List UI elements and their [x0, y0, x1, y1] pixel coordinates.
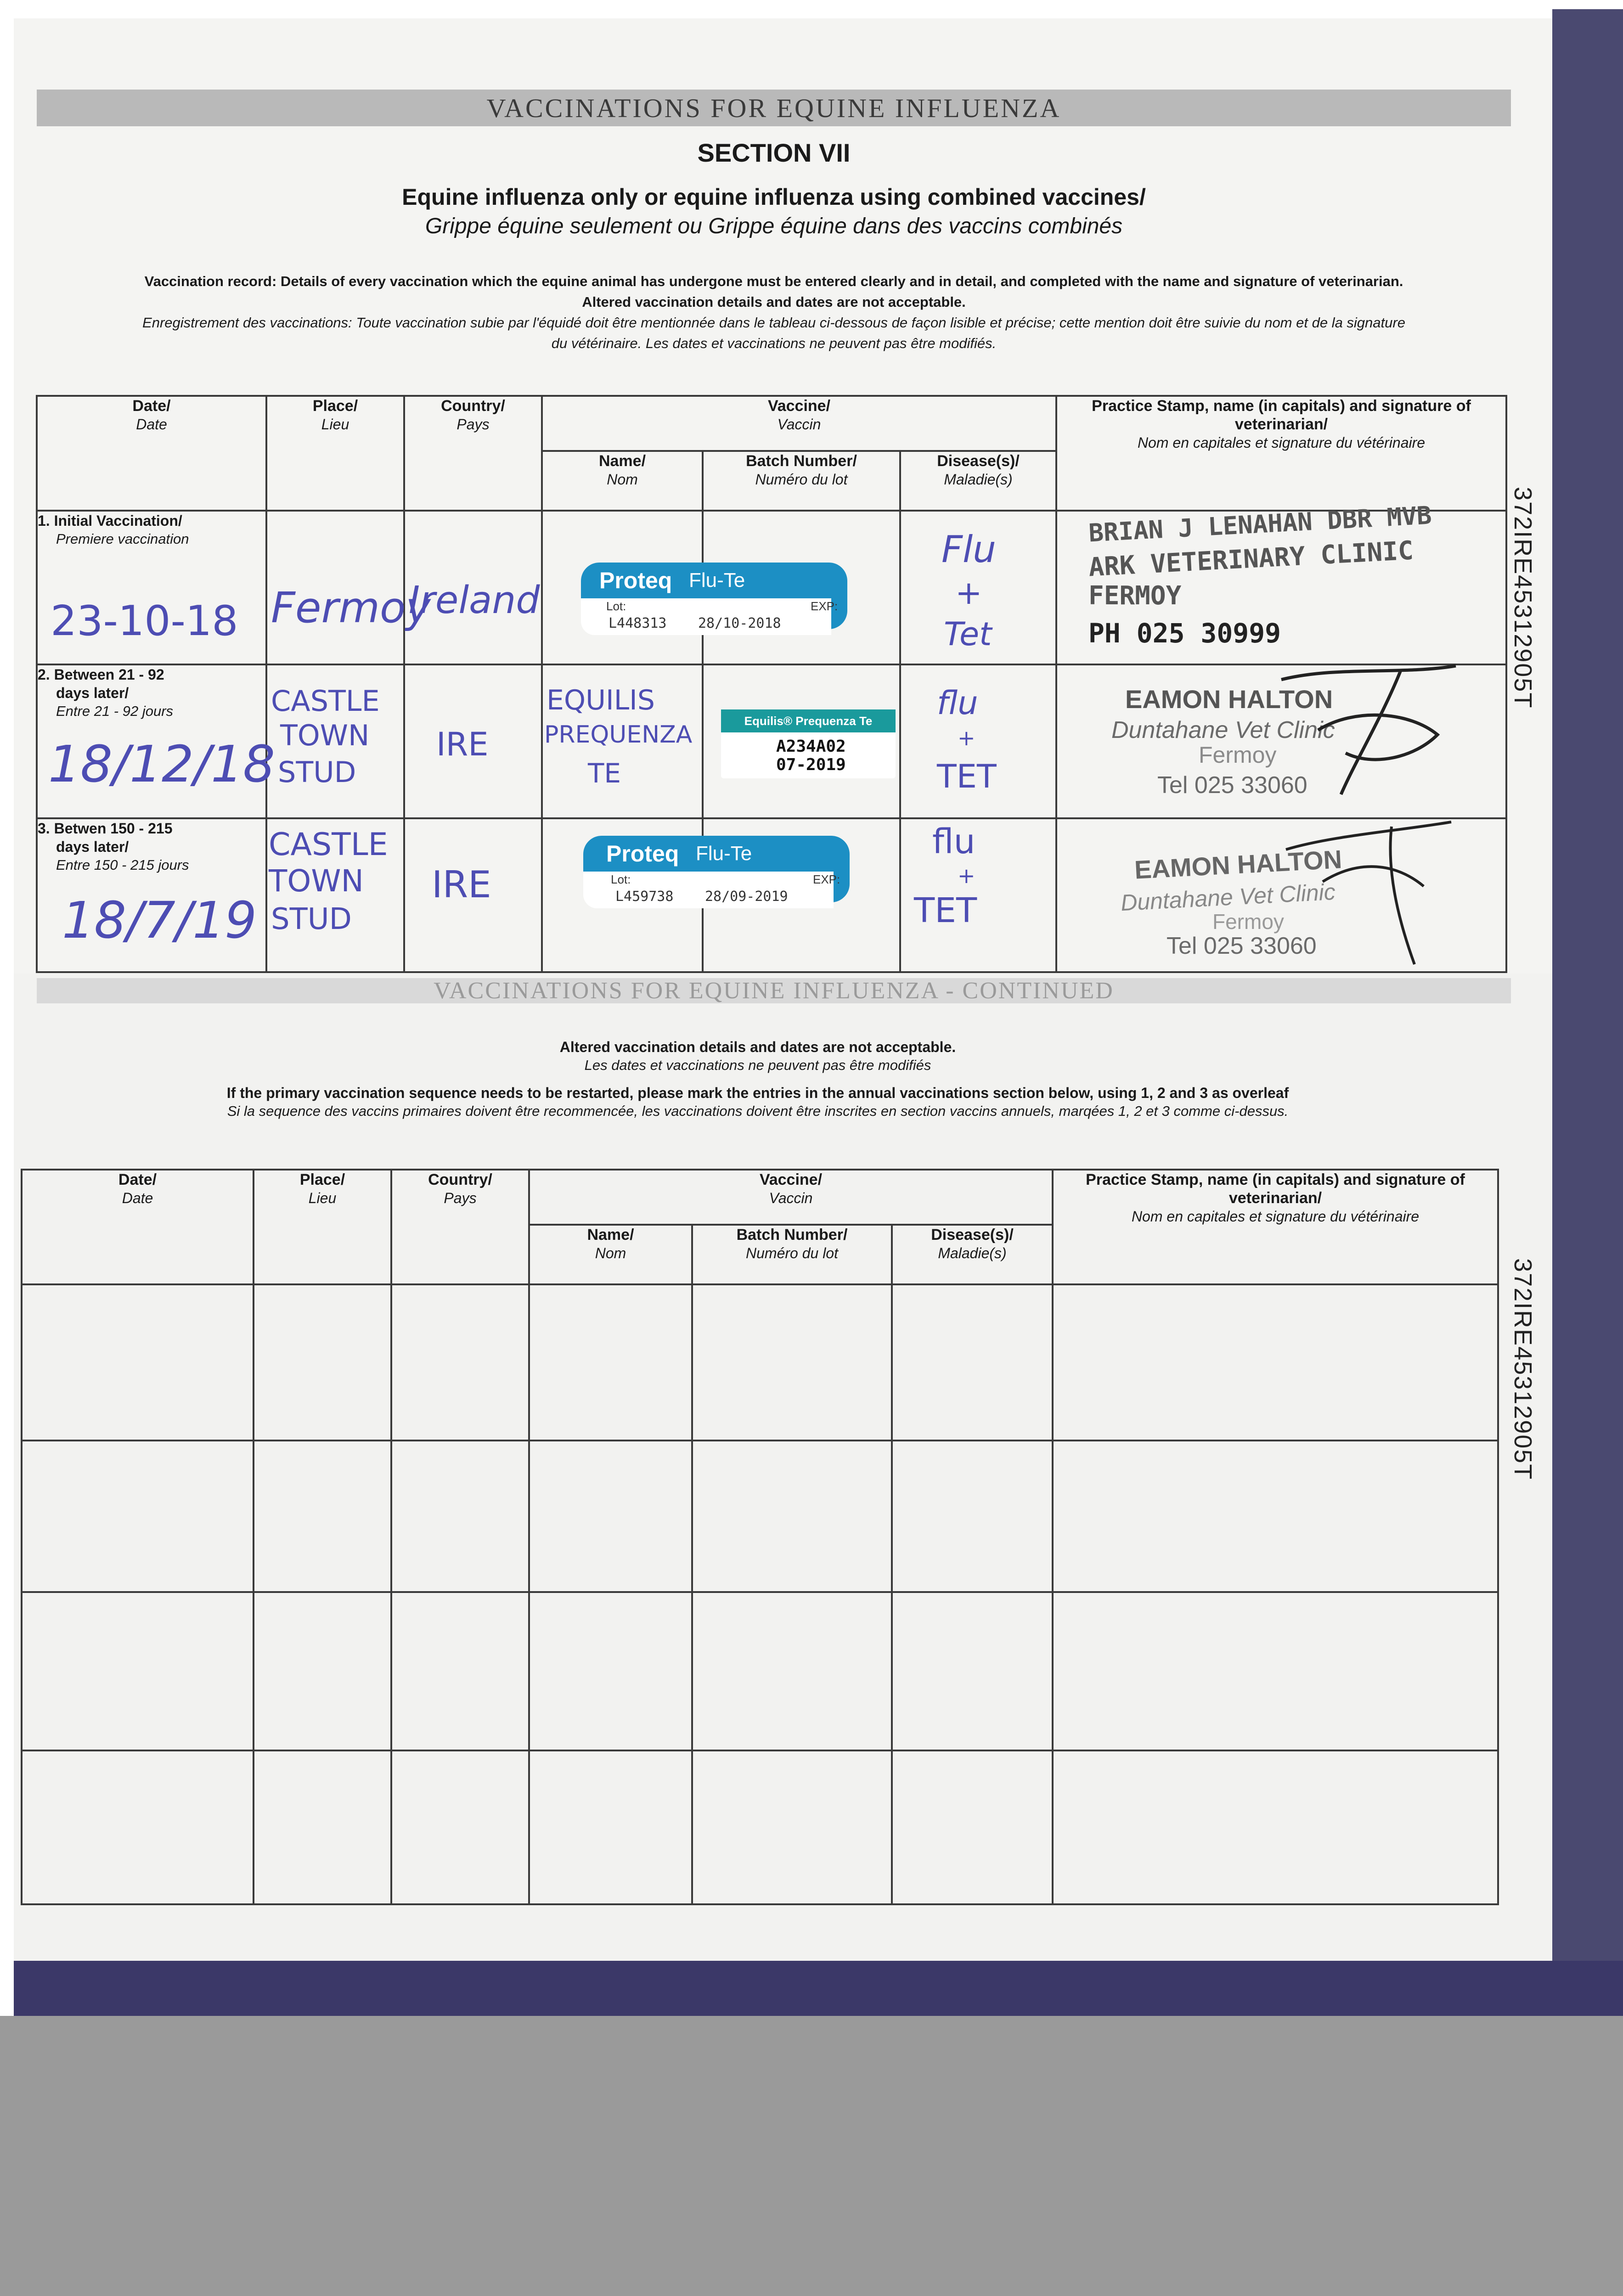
vet-stamp-2-line3: Fermoy: [1199, 742, 1277, 768]
row2-date: 18/12/18: [48, 735, 276, 793]
row2-place-2: TOWN: [280, 719, 370, 752]
header-disease: Disease(s)/ Maladie(s): [900, 451, 1056, 511]
header-vaccine: Vaccine/ Vaccin: [529, 1170, 1053, 1225]
table-row: [22, 1750, 1498, 1904]
vet-stamp-2-line1: EAMON HALTON: [1125, 685, 1333, 714]
header-place: Place/ Lieu: [254, 1170, 391, 1284]
row1-place: Fermoy: [271, 583, 431, 632]
vet-stamp-1-line1: BRIAN J LENAHAN DBR MVB: [1088, 501, 1432, 548]
row3-place-1: CASTLE: [269, 827, 388, 863]
section-banner: VACCINATIONS FOR EQUINE INFLUENZA: [37, 90, 1511, 126]
row3-disease-1: flu: [932, 822, 975, 861]
row1-country: Ireland: [409, 579, 540, 622]
record-text-fr-2: du vétérinaire. Les dates et vaccinations ne peuvent pas être modifiés.: [551, 335, 997, 351]
section-title: SECTION VII: [697, 138, 851, 167]
header-disease: Disease(s)/ Maladie(s): [892, 1225, 1053, 1284]
vet-stamp-3-line3: Fermoy: [1212, 910, 1284, 934]
row2-place-1: CASTLE: [271, 684, 380, 718]
vet-signature-3: [1277, 808, 1460, 974]
row2-country: IRE: [436, 726, 489, 763]
header-vaccine: Vaccine/ Vaccin: [542, 396, 1056, 451]
row-label: 3. Betwen 150 - 215 days later/ Entre 150 - 215 jours: [37, 818, 266, 972]
row3-date: 18/7/19: [62, 891, 257, 950]
record-text-en-2: Altered vaccination details and dates are not acceptable.: [582, 294, 966, 310]
proteq-label-3: Proteq Flu-Te Lot: EXP: L459738 28/09-2019: [583, 836, 850, 902]
passport-id-bottom: 372IRE45312905T: [1509, 1258, 1537, 1480]
row3-disease-2: +: [958, 863, 975, 888]
row2-disease-3: TET: [937, 758, 997, 795]
row2-disease-2: +: [958, 726, 975, 750]
row3-place-3: STUD: [271, 902, 352, 936]
row1-disease-1: Flu: [941, 528, 996, 571]
header-name: Name/ Nom: [529, 1225, 692, 1284]
header-country: Country/ Pays: [391, 1170, 529, 1284]
vet-stamp-3-line2: Duntahane Vet Clinic: [1120, 878, 1336, 916]
row2-place-3: STUD: [278, 755, 356, 789]
header-date: Date/ Date: [37, 396, 266, 511]
header-batch: Batch Number/ Numéro du lot: [692, 1225, 892, 1284]
subtitle-en: Equine influenza only or equine influenza using combined vaccines/: [402, 184, 1146, 210]
vet-stamp-1-line4: PH 025 30999: [1088, 618, 1281, 649]
continued-note-en: Altered vaccination details and dates are not acceptable.: [559, 1039, 956, 1055]
row1-date: 23-10-18: [51, 597, 238, 645]
vet-stamp-2-line4: Tel 025 33060: [1157, 772, 1307, 799]
continued-banner: VACCINATIONS FOR EQUINE INFLUENZA - CONTINUED: [37, 978, 1511, 1003]
continued-note-fr: Les dates et vaccinations ne peuvent pas être modifiés: [584, 1057, 931, 1073]
row2-name-1: EQUILIS: [547, 684, 655, 716]
row3-country: IRE: [432, 863, 491, 906]
passport-cover-edge: [1552, 9, 1623, 2020]
row2-name-3: TE: [588, 758, 621, 789]
table-row: [22, 1284, 1498, 1441]
row2-name-2: PREQUENZA: [544, 721, 693, 748]
subtitle-fr: Grippe équine seulement ou Grippe équine dans des vaccins combinés: [425, 214, 1123, 238]
restart-note-fr: Si la sequence des vaccins primaires doivent être recommencée, les vaccinations doivent être inscrites en section vaccins annuels, marqées 1, 2 et 3 comme ci-dessus.: [227, 1103, 1289, 1119]
vet-stamp-1-line3: FERMOY: [1088, 581, 1182, 611]
header-practice: Practice Stamp, name (in capitals) and signature of veterinarian/ Nom en capitales et signature du vétérinaire: [1053, 1170, 1498, 1284]
row1-disease-3: Tet: [944, 615, 992, 653]
vet-stamp-3-line4: Tel 025 33060: [1167, 933, 1317, 959]
row3-place-2: TOWN: [269, 863, 364, 899]
table-row: [22, 1592, 1498, 1750]
row-label: 1. Initial Vaccination/ Premiere vaccination: [37, 511, 266, 664]
passport-cover-bottom: [14, 1961, 1623, 2016]
row1-disease-2: +: [955, 574, 982, 612]
table-row: [22, 1441, 1498, 1592]
equilis-label: Equilis® Prequenza Te A234A02 07-2019: [721, 709, 896, 778]
scan-background: [0, 2016, 1623, 2296]
header-batch: Batch Number/ Numéro du lot: [703, 451, 900, 511]
header-country: Country/ Pays: [404, 396, 542, 511]
vet-stamp-1-line2: ARK VETERINARY CLINIC: [1088, 535, 1414, 583]
row3-disease-3: TET: [914, 891, 977, 930]
vet-stamp-2-line2: Duntahane Vet Clinic: [1111, 717, 1335, 743]
annual-vaccination-table: [21, 1169, 1499, 1905]
passport-id-top: 372IRE45312905T: [1509, 487, 1537, 709]
row2-disease-1: flu: [937, 684, 978, 722]
header-name: Name/ Nom: [542, 451, 703, 511]
proteq-label-1: Proteq Flu-Te Lot: EXP: L448313 28/10-2018: [581, 563, 847, 629]
record-text-fr: Enregistrement des vaccinations: Toute vaccination subie par l'équidé doit être mentionnée dans le tableau ci-dessous de façon lisible et précise; cette mention doit être suivie du nom et de la signature: [142, 315, 1405, 331]
vet-signature-2: [1263, 661, 1483, 799]
row-label: 2. Between 21 - 92 days later/ Entre 21 - 92 jours: [37, 664, 266, 818]
header-practice: Practice Stamp, name (in capitals) and signature of veterinarian/ Nom en capitales et signature du vétérinaire: [1056, 396, 1506, 511]
record-text-en: Vaccination record: Details of every vaccination which the equine animal has undergone must be entered clearly and in detail, and completed with the name and signature of veterinarian.: [144, 273, 1403, 289]
restart-note-en: If the primary vaccination sequence needs to be restarted, please mark the entries in the annual vaccinations section below, using 1, 2 and 3 as overleaf: [226, 1085, 1289, 1101]
header-place: Place/ Lieu: [266, 396, 404, 511]
header-date: Date/ Date: [22, 1170, 254, 1284]
vet-stamp-3-line1: EAMON HALTON: [1133, 844, 1343, 884]
